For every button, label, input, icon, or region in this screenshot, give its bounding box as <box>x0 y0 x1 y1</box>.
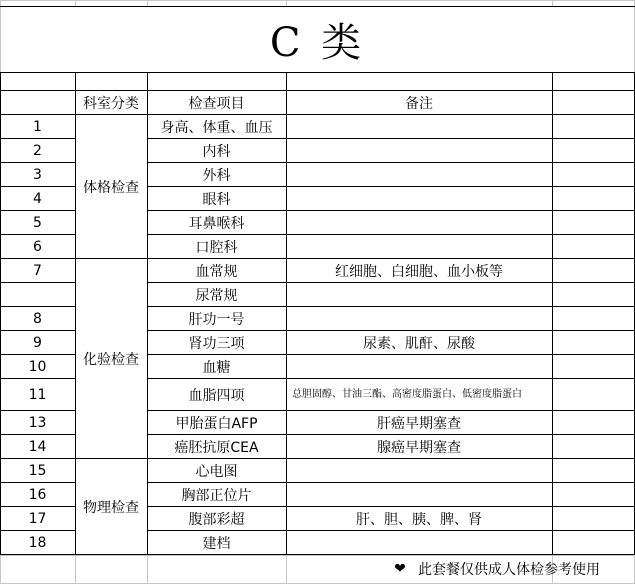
row-item: 血脂四项 <box>188 387 245 404</box>
row-number: 7 <box>33 262 42 279</box>
row-number: 17 <box>28 510 47 527</box>
header-item: 检查项目 <box>188 95 245 112</box>
row-number: 4 <box>33 190 42 207</box>
header-note: 备注 <box>405 95 433 112</box>
heart-icon: ❤ <box>394 561 406 577</box>
row-note: 红细胞、白细胞、血小板等 <box>335 263 503 280</box>
row-number: 1 <box>33 118 42 135</box>
row-item: 眼科 <box>202 191 231 208</box>
row-item: 口腔科 <box>195 239 238 256</box>
row-note <box>286 307 552 330</box>
row-note: 腺癌早期塞查 <box>377 439 461 456</box>
row-note <box>286 531 552 554</box>
row-item: 胸部正位片 <box>181 487 252 504</box>
row-note <box>286 355 552 378</box>
row-item: 心电图 <box>195 463 238 480</box>
row-item: 尿常规 <box>195 287 238 304</box>
row-number: 2 <box>33 142 42 159</box>
row-number: 10 <box>28 358 47 375</box>
row-note <box>286 235 552 258</box>
row-number: 8 <box>33 310 42 327</box>
row-number: 15 <box>28 462 47 479</box>
footer-note: 此套餐仅供成人体检参考使用 <box>418 562 600 578</box>
row-note: 尿素、肌酐、尿酸 <box>363 335 475 352</box>
row-number: 11 <box>28 386 47 403</box>
row-note: 肝、胆、胰、脾、肾 <box>356 511 482 528</box>
row-note <box>286 187 552 210</box>
row-item: 内科 <box>202 143 231 160</box>
header-dept: 科室分类 <box>83 95 139 112</box>
row-item: 肝功一号 <box>188 311 245 328</box>
row-item: 甲胎蛋白AFP <box>175 415 258 432</box>
row-note <box>286 211 552 234</box>
row-number: 9 <box>33 334 42 351</box>
grid-line <box>147 555 148 584</box>
row-note <box>286 283 552 306</box>
row-number: 13 <box>28 414 47 431</box>
row-note <box>286 115 552 138</box>
row-number: 16 <box>28 486 47 503</box>
row-item: 腹部彩超 <box>188 511 245 528</box>
row-note: 肝癌早期塞查 <box>377 415 461 432</box>
row-number: 5 <box>33 214 42 231</box>
row-note <box>286 459 552 482</box>
row-number <box>0 283 75 306</box>
row-number: 6 <box>33 238 42 255</box>
grid-line <box>286 555 287 584</box>
row-note: 总胆固醇、甘油三酯、高密度脂蛋白、低密度脂蛋白 <box>292 389 522 400</box>
row-note <box>286 163 552 186</box>
row-note <box>286 483 552 506</box>
row-item: 肾功三项 <box>188 335 245 352</box>
group-physical-exam: 体格检查 <box>83 179 139 196</box>
border-line <box>0 72 635 73</box>
row-item: 耳鼻喉科 <box>188 215 245 232</box>
grid-line <box>0 555 635 556</box>
grid-line <box>0 0 635 1</box>
row-item: 建档 <box>202 535 231 552</box>
grid-line <box>75 555 76 584</box>
row-item: 血糖 <box>202 359 231 376</box>
row-item: 身高、体重、血压 <box>160 119 273 136</box>
row-item: 外科 <box>202 167 231 184</box>
row-item: 血常规 <box>195 263 238 280</box>
group-imaging-exam: 物理检查 <box>83 499 139 516</box>
row-number: 3 <box>33 166 42 183</box>
page-title: C 类 <box>269 20 366 66</box>
row-number: 14 <box>28 438 47 455</box>
group-lab-tests: 化验检查 <box>83 351 139 368</box>
row-number: 18 <box>28 534 47 551</box>
row-note <box>286 139 552 162</box>
row-item: 癌胚抗原CEA <box>174 439 259 456</box>
